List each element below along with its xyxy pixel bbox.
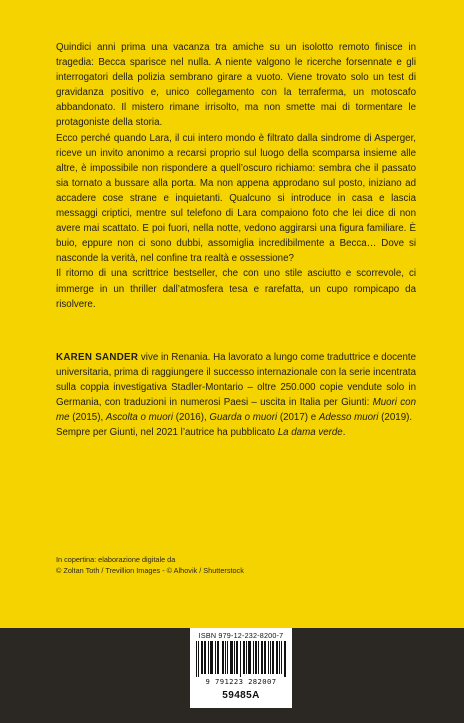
footer-band	[0, 628, 464, 723]
barcode-bar	[285, 641, 286, 677]
barcode-bar	[268, 641, 269, 674]
barcode-bar	[196, 641, 197, 677]
barcode-bar	[272, 641, 273, 674]
barcode-bar	[205, 641, 206, 674]
credits-line-2: © Zoltan Toth / Trevillion Images - © Alhovik / Shutterstock	[56, 566, 244, 576]
bio-text-1: vive in Renania. Ha lavorato a lungo come traduttrice e docente universitaria, prima di raggiungere il successo internazionale con la serie incentrata sulla coppia investigativa Stadler-Montario – oltre 250.000 copie vendute solo in Germania, con traduzioni in numerosi Paesi – uscita in Italia per Giunti:	[56, 351, 416, 408]
synopsis-paragraph-1: Quindici anni prima una vacanza tra amiche su un isolotto remoto finisce in tragedia: Becca sparisce nel nulla. A niente valgono le ricerche forsennate e gli interrogatori della polizia sembrano girare a vuoto. Viene trovato solo un test di gravidanza positivo e, unico collegamento con la terraferma, un motoscafo abbandonato. Il mistero rimane irrisolto, ma non smette mai di tormentare le protagoniste della storia.	[56, 42, 416, 129]
barcode-bar	[223, 641, 224, 674]
barcode-bar	[201, 641, 202, 674]
synopsis-paragraph-2: Ecco perché quando Lara, il cui intero mondo è filtrato dalla sindrome di Asperger, riceve un invito anonimo a recarsi proprio sul luogo della scomparsa insieme alle altre, è impossibile non rispondere a quell’oscuro richiamo: sembra che il passato sia tornato a bussare alla porta. Ma non appena approdano sul posto, iniziano ad accadere cose strane e inquietanti. Qualcuno si introduce in casa e lascia messaggi criptici, mentre sul telefono di Lara compaiono foto che lei dice di non avere mai scattato. E poi fuori, nella notte, vedono aggirarsi una figura familiare. È buio, eppure non ci sono dubbi, assomiglia incredibilmente a Becca… Dove si nasconde la verità, nel confine tra realtà e ossessione?	[56, 132, 416, 265]
bio-line2-text: Sempre per Giunti, nel 2021 l’autrice ha pubblicato	[56, 427, 278, 439]
product-code: 59485A	[222, 690, 260, 701]
barcode-bar	[215, 641, 216, 674]
barcode-bar	[211, 641, 212, 674]
book-title-5: La dama verde	[277, 427, 343, 439]
author-bio	[56, 350, 416, 425]
barcode-bar	[234, 641, 235, 674]
barcode-bar	[236, 641, 237, 674]
bio-text-3: (2016),	[173, 412, 210, 424]
barcode-bar	[258, 641, 259, 674]
isbn-text: ISBN 979-12-232-8200-7	[198, 631, 284, 640]
barcode-bar	[253, 641, 254, 674]
barcode-digits: 9 791223 282007	[205, 677, 277, 686]
barcode-bar	[222, 641, 223, 674]
barcode-bar	[225, 641, 226, 674]
barcode-bar	[231, 641, 232, 674]
barcode-bar	[246, 641, 247, 674]
barcode-bar	[261, 641, 262, 674]
barcode-bar	[198, 641, 199, 677]
credits-line-1: In copertina: elaborazione digitale da	[56, 555, 176, 564]
barcode-bar	[256, 641, 257, 674]
barcode-bar	[276, 641, 277, 674]
barcode-bar	[262, 641, 263, 674]
barcode-bar	[281, 641, 282, 674]
book-title-4: Adesso muori	[318, 412, 379, 424]
barcode-bar	[248, 641, 249, 674]
barcode-bar	[218, 641, 219, 674]
barcode-image	[196, 641, 286, 677]
barcode-bar	[217, 641, 218, 674]
barcode-bar	[265, 641, 266, 674]
barcode-bar	[202, 641, 203, 674]
barcode-bar	[249, 641, 250, 674]
barcode-bar	[270, 641, 271, 674]
barcode-bar	[284, 641, 285, 677]
author-name: KAREN SANDER	[56, 351, 139, 363]
bio-text-5: (2019).	[378, 412, 413, 424]
barcode-bar	[255, 641, 256, 674]
barcode-bar	[277, 641, 278, 674]
book-title-3: Guarda o muori	[209, 412, 278, 424]
synopsis-paragraph-3: Il ritorno di una scrittrice bestseller, che con uno stile asciutto e scorrevole, ci immerge in un thriller dall’atmosfera tesa e rarefatta, un cupo rompicapo da risolvere.	[56, 268, 416, 310]
barcode-bar	[230, 641, 231, 674]
barcode-bar	[264, 641, 265, 674]
barcode-bar	[243, 641, 244, 674]
bio-text-2: (2015),	[69, 412, 106, 424]
barcode-bar	[227, 641, 228, 674]
barcode-bar	[210, 641, 211, 674]
cover-credits	[56, 554, 356, 576]
barcode-bar	[212, 641, 213, 674]
barcode-bar	[273, 641, 274, 674]
book-title-1: Muori con me	[56, 396, 416, 424]
barcode-bar	[244, 641, 245, 674]
barcode-bar	[237, 641, 238, 674]
barcode-box	[190, 628, 292, 708]
barcode-bar	[208, 641, 209, 674]
barcode-bar	[250, 641, 251, 674]
book-title-2: Ascolta o muori	[105, 412, 174, 424]
bio-line2-end: .	[342, 427, 346, 439]
barcode-bar	[240, 641, 241, 677]
barcode-bar	[279, 641, 280, 674]
bio-text-4: (2017) e	[277, 412, 319, 424]
barcode-bar	[232, 641, 233, 674]
author-bio-line-2	[56, 425, 416, 440]
synopsis-text	[56, 40, 416, 440]
barcode-bar	[204, 641, 205, 674]
